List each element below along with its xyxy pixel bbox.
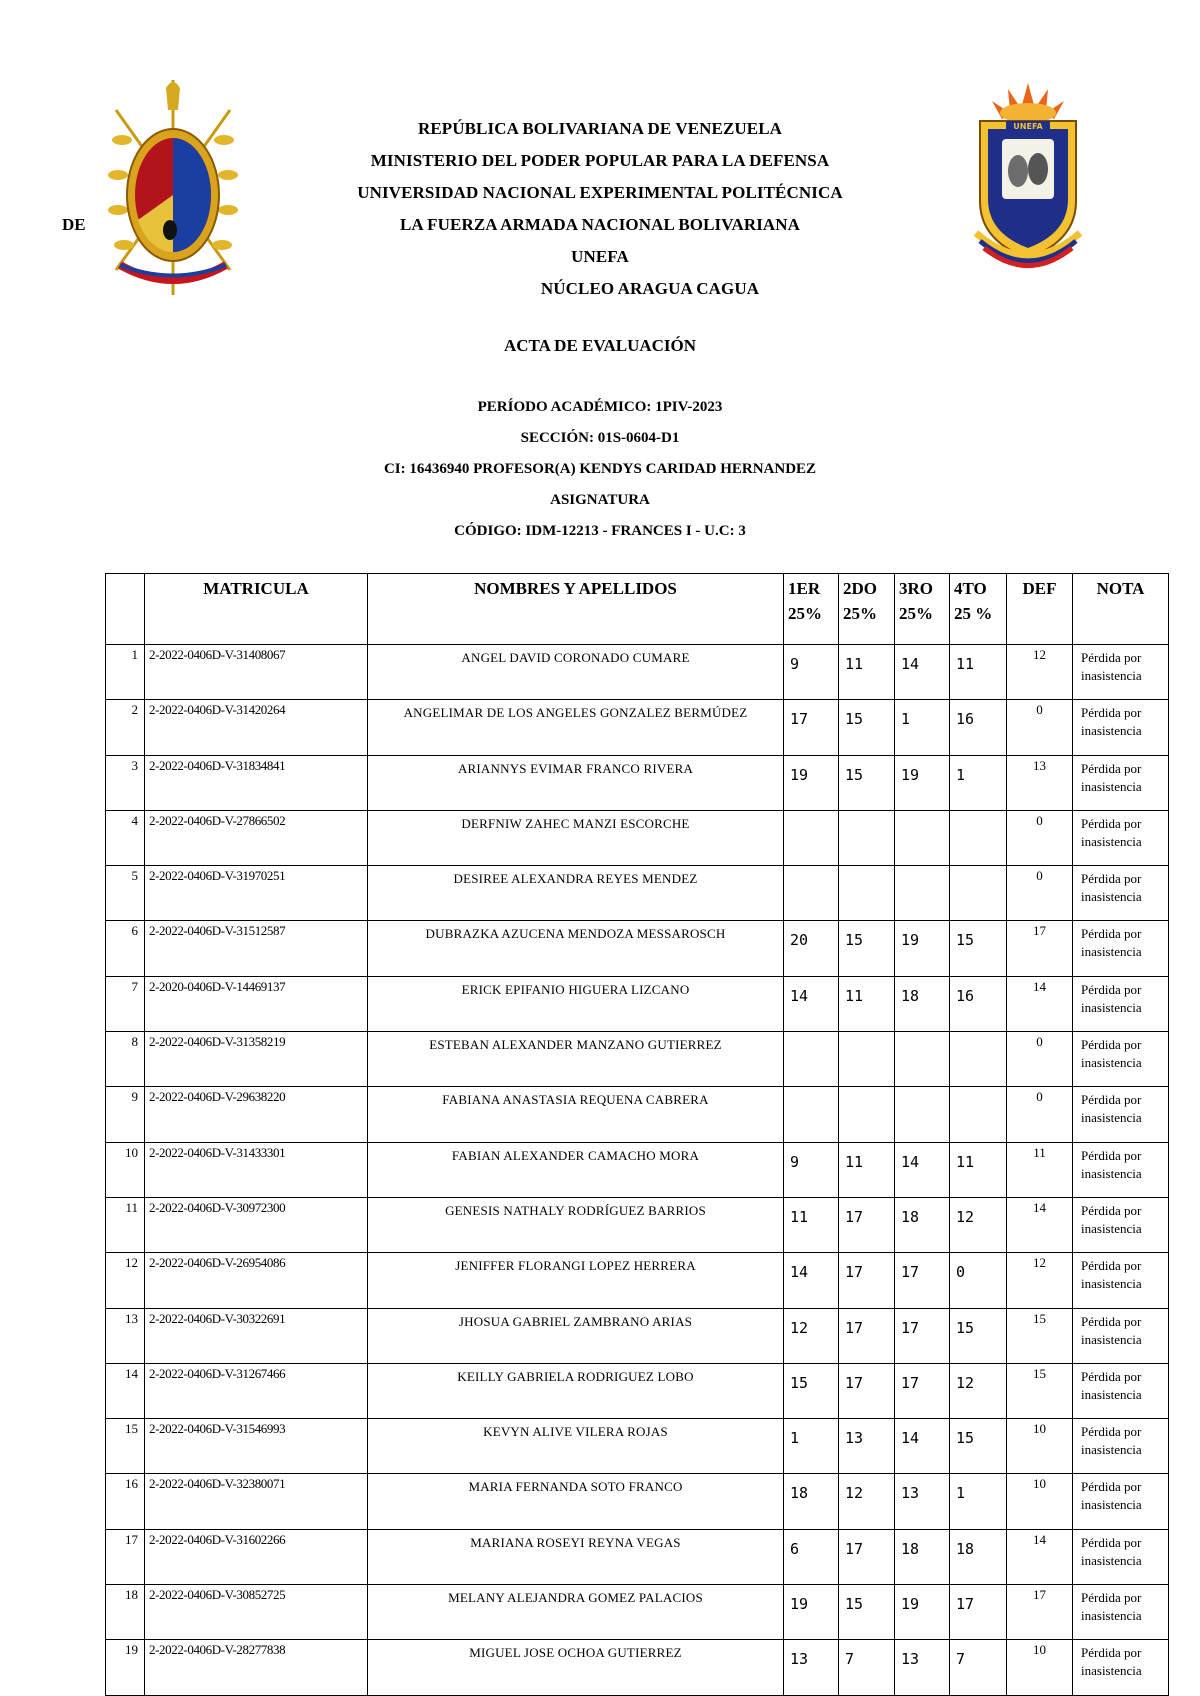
second-25-score: 15: [839, 1585, 895, 1640]
third-25-score: 18: [895, 976, 950, 1031]
fourth-25-score: 16: [950, 976, 1007, 1031]
student-name-cell: JENIFFER FLORANGI LOPEZ HERRERA: [368, 1253, 784, 1308]
student-name-cell: GENESIS NATHALY RODRÍGUEZ BARRIOS: [368, 1197, 784, 1252]
row-number: 2: [106, 700, 145, 755]
fourth-25-score: [950, 810, 1007, 865]
note-cell: Pérdida por inasistencia: [1073, 755, 1169, 810]
third-25-score: 14: [895, 645, 950, 700]
first-25-score: 19: [784, 755, 839, 810]
student-name-cell: DUBRAZKA AZUCENA MENDOZA MESSAROSCH: [368, 921, 784, 976]
table-row: [106, 1419, 1169, 1474]
institution-header: [300, 117, 900, 309]
row-number: 1: [106, 645, 145, 700]
note-cell: Pérdida por inasistencia: [1073, 976, 1169, 1031]
final-grade-cell: 13: [1007, 755, 1073, 810]
second-25-score: 11: [839, 976, 895, 1031]
header-nombres: NOMBRES Y APELLIDOS: [368, 574, 784, 645]
document-title: ACTA DE EVALUACIÓN: [503, 336, 697, 355]
third-25-score: 14: [895, 1419, 950, 1474]
table-header-row: [106, 574, 1169, 645]
table-row: [106, 1640, 1169, 1695]
first-25-score: 9: [784, 645, 839, 700]
fourth-25-score: 0: [950, 1253, 1007, 1308]
student-name-cell: MIGUEL JOSE OCHOA GUTIERREZ: [368, 1640, 784, 1695]
third-25-score: [895, 1087, 950, 1142]
header-first-25: 1ER 25%: [784, 574, 839, 645]
note-cell: Pérdida por inasistencia: [1073, 866, 1169, 921]
grades-table: [105, 573, 1169, 1696]
final-grade-cell: 17: [1007, 1585, 1073, 1640]
matricula-cell: 2-2022-0406D-V-27866502: [145, 810, 368, 865]
final-grade-cell: 0: [1007, 1087, 1073, 1142]
student-name-cell: ARIANNYS EVIMAR FRANCO RIVERA: [368, 755, 784, 810]
final-grade-cell: 11: [1007, 1142, 1073, 1197]
row-number: 17: [106, 1529, 145, 1584]
second-25-score: 7: [839, 1640, 895, 1695]
final-grade-cell: 12: [1007, 1253, 1073, 1308]
table-row: [106, 866, 1169, 921]
final-grade-cell: 10: [1007, 1640, 1073, 1695]
header-line-republic: REPÚBLICA BOLIVARIANA DE VENEZUELA: [417, 119, 783, 138]
row-number: 9: [106, 1087, 145, 1142]
first-25-score: 14: [784, 1253, 839, 1308]
matricula-cell: 2-2022-0406D-V-31546993: [145, 1419, 368, 1474]
table-row: [106, 1253, 1169, 1308]
matricula-cell: 2-2022-0406D-V-30322691: [145, 1308, 368, 1363]
header-def: DEF: [1007, 574, 1073, 645]
unefa-shield-logo: [972, 83, 1084, 273]
first-25-score: 9: [784, 1142, 839, 1197]
note-cell: Pérdida por inasistencia: [1073, 1640, 1169, 1695]
student-name-cell: FABIANA ANASTASIA REQUENA CABRERA: [368, 1087, 784, 1142]
second-25-score: 15: [839, 700, 895, 755]
header-fourth-25: 4TO 25 %: [950, 574, 1007, 645]
note-cell: Pérdida por inasistencia: [1073, 921, 1169, 976]
table-row: [106, 1032, 1169, 1087]
academic-period: PERÍODO ACADÉMICO: 1PIV-2023: [477, 399, 723, 415]
student-name-cell: JHOSUA GABRIEL ZAMBRANO ARIAS: [368, 1308, 784, 1363]
first-25-score: 13: [784, 1640, 839, 1695]
note-cell: Pérdida por inasistencia: [1073, 810, 1169, 865]
final-grade-cell: 10: [1007, 1474, 1073, 1529]
third-25-score: 19: [895, 1585, 950, 1640]
matricula-cell: 2-2022-0406D-V-30852725: [145, 1585, 368, 1640]
professor-info: CI: 16436940 PROFESOR(A) KENDYS CARIDAD HERNANDEZ: [383, 461, 817, 477]
student-name-cell: ANGEL DAVID CORONADO CUMARE: [368, 645, 784, 700]
matricula-cell: 2-2022-0406D-V-31602266: [145, 1529, 368, 1584]
table-row: [106, 645, 1169, 700]
note-cell: Pérdida por inasistencia: [1073, 1419, 1169, 1474]
final-grade-cell: 17: [1007, 921, 1073, 976]
course-metadata: [250, 395, 950, 550]
note-cell: Pérdida por inasistencia: [1073, 700, 1169, 755]
student-name-cell: DERFNIW ZAHEC MANZI ESCORCHE: [368, 810, 784, 865]
second-25-score: 17: [839, 1308, 895, 1363]
table-row: [106, 976, 1169, 1031]
fourth-25-score: 18: [950, 1529, 1007, 1584]
first-25-score: 12: [784, 1308, 839, 1363]
third-25-score: 19: [895, 755, 950, 810]
row-number: 14: [106, 1363, 145, 1418]
first-25-score: [784, 1032, 839, 1087]
row-number: 4: [106, 810, 145, 865]
row-number: 19: [106, 1640, 145, 1695]
fourth-25-score: 16: [950, 700, 1007, 755]
third-25-score: 13: [895, 1640, 950, 1695]
row-number: 15: [106, 1419, 145, 1474]
note-cell: Pérdida por inasistencia: [1073, 645, 1169, 700]
header-third-25: 3RO 25%: [895, 574, 950, 645]
final-grade-cell: 14: [1007, 1197, 1073, 1252]
table-row: [106, 1087, 1169, 1142]
third-25-score: 1: [895, 700, 950, 755]
note-cell: Pérdida por inasistencia: [1073, 1363, 1169, 1418]
table-row: [106, 1585, 1169, 1640]
note-cell: Pérdida por inasistencia: [1073, 1087, 1169, 1142]
header-second-25: 2DO 25%: [839, 574, 895, 645]
student-name-cell: ERICK EPIFANIO HIGUERA LIZCANO: [368, 976, 784, 1031]
fourth-25-score: 7: [950, 1640, 1007, 1695]
table-row: [106, 1529, 1169, 1584]
table-row: [106, 1142, 1169, 1197]
first-25-score: 17: [784, 700, 839, 755]
final-grade-cell: 12: [1007, 645, 1073, 700]
fourth-25-score: 1: [950, 1474, 1007, 1529]
student-name-cell: DESIREE ALEXANDRA REYES MENDEZ: [368, 866, 784, 921]
third-25-score: [895, 810, 950, 865]
first-25-score: 1: [784, 1419, 839, 1474]
second-25-score: 11: [839, 645, 895, 700]
header-line-ministry: MINISTERIO DEL PODER POPULAR PARA LA DEFENSA: [370, 151, 830, 170]
second-25-score: 11: [839, 1142, 895, 1197]
second-25-score: 17: [839, 1363, 895, 1418]
fourth-25-score: 15: [950, 921, 1007, 976]
third-25-score: 13: [895, 1474, 950, 1529]
header-line-unefa: UNEFA: [571, 247, 629, 266]
final-grade-cell: 14: [1007, 976, 1073, 1031]
second-25-score: [839, 810, 895, 865]
matricula-cell: 2-2020-0406D-V-14469137: [145, 976, 368, 1031]
third-25-score: [895, 1032, 950, 1087]
student-name-cell: ANGELIMAR DE LOS ANGELES GONZALEZ BERMÚDEZ: [368, 700, 784, 755]
matricula-cell: 2-2022-0406D-V-30972300: [145, 1197, 368, 1252]
first-25-score: [784, 810, 839, 865]
fourth-25-score: 12: [950, 1197, 1007, 1252]
shield-label: UNEFA: [1013, 122, 1043, 131]
matricula-cell: 2-2022-0406D-V-29638220: [145, 1087, 368, 1142]
third-25-score: 17: [895, 1253, 950, 1308]
first-25-score: 20: [784, 921, 839, 976]
table-row: [106, 755, 1169, 810]
second-25-score: 13: [839, 1419, 895, 1474]
row-number: 18: [106, 1585, 145, 1640]
third-25-score: 18: [895, 1529, 950, 1584]
second-25-score: [839, 1032, 895, 1087]
note-cell: Pérdida por inasistencia: [1073, 1585, 1169, 1640]
matricula-cell: 2-2022-0406D-V-31420264: [145, 700, 368, 755]
matricula-cell: 2-2022-0406D-V-31970251: [145, 866, 368, 921]
student-name-cell: MARIANA ROSEYI REYNA VEGAS: [368, 1529, 784, 1584]
matricula-cell: 2-2022-0406D-V-31512587: [145, 921, 368, 976]
second-25-score: 17: [839, 1529, 895, 1584]
matricula-cell: 2-2022-0406D-V-31267466: [145, 1363, 368, 1418]
header-line-nucleo: NÚCLEO ARAGUA CAGUA: [540, 279, 760, 298]
row-number: 6: [106, 921, 145, 976]
header-num: [106, 574, 145, 645]
matricula-cell: 2-2022-0406D-V-31408067: [145, 645, 368, 700]
first-25-score: [784, 866, 839, 921]
row-number: 16: [106, 1474, 145, 1529]
fourth-25-score: 15: [950, 1419, 1007, 1474]
fourth-25-score: 11: [950, 645, 1007, 700]
note-cell: Pérdida por inasistencia: [1073, 1032, 1169, 1087]
de-label: DE: [62, 215, 86, 234]
third-25-score: 17: [895, 1308, 950, 1363]
second-25-score: 15: [839, 755, 895, 810]
note-cell: Pérdida por inasistencia: [1073, 1197, 1169, 1252]
third-25-score: 18: [895, 1197, 950, 1252]
first-25-score: 18: [784, 1474, 839, 1529]
student-name-cell: KEILLY GABRIELA RODRIGUEZ LOBO: [368, 1363, 784, 1418]
student-name-cell: MELANY ALEJANDRA GOMEZ PALACIOS: [368, 1585, 784, 1640]
first-25-score: 15: [784, 1363, 839, 1418]
table-row: [106, 810, 1169, 865]
note-cell: Pérdida por inasistencia: [1073, 1142, 1169, 1197]
matricula-cell: 2-2022-0406D-V-26954086: [145, 1253, 368, 1308]
note-cell: Pérdida por inasistencia: [1073, 1308, 1169, 1363]
note-cell: Pérdida por inasistencia: [1073, 1474, 1169, 1529]
subject-label: ASIGNATURA: [550, 492, 650, 508]
student-name-cell: ESTEBAN ALEXANDER MANZANO GUTIERREZ: [368, 1032, 784, 1087]
header-line-university: UNIVERSIDAD NACIONAL EXPERIMENTAL POLITÉCNICA: [357, 183, 843, 202]
note-cell: Pérdida por inasistencia: [1073, 1529, 1169, 1584]
final-grade-cell: 0: [1007, 866, 1073, 921]
matricula-cell: 2-2022-0406D-V-31433301: [145, 1142, 368, 1197]
fourth-25-score: 11: [950, 1142, 1007, 1197]
row-number: 8: [106, 1032, 145, 1087]
fourth-25-score: [950, 1087, 1007, 1142]
table-row: [106, 1474, 1169, 1529]
section-code: SECCIÓN: 01S-0604-D1: [520, 430, 680, 446]
row-number: 5: [106, 866, 145, 921]
row-number: 7: [106, 976, 145, 1031]
grades-table-body: [106, 645, 1169, 1696]
note-cell: Pérdida por inasistencia: [1073, 1253, 1169, 1308]
third-25-score: 19: [895, 921, 950, 976]
third-25-score: 14: [895, 1142, 950, 1197]
row-number: 11: [106, 1197, 145, 1252]
second-25-score: [839, 866, 895, 921]
course-code: CÓDIGO: IDM-12213 - FRANCES I - U.C: 3: [454, 523, 746, 539]
first-25-score: 14: [784, 976, 839, 1031]
third-25-score: 17: [895, 1363, 950, 1418]
row-number: 13: [106, 1308, 145, 1363]
table-row: [106, 921, 1169, 976]
final-grade-cell: 0: [1007, 700, 1073, 755]
fourth-25-score: 17: [950, 1585, 1007, 1640]
first-25-score: 6: [784, 1529, 839, 1584]
final-grade-cell: 15: [1007, 1363, 1073, 1418]
student-name-cell: FABIAN ALEXANDER CAMACHO MORA: [368, 1142, 784, 1197]
matricula-cell: 2-2022-0406D-V-31358219: [145, 1032, 368, 1087]
table-row: [106, 1308, 1169, 1363]
table-row: [106, 1363, 1169, 1418]
second-25-score: 17: [839, 1197, 895, 1252]
first-25-score: 19: [784, 1585, 839, 1640]
third-25-score: [895, 866, 950, 921]
table-row: [106, 700, 1169, 755]
coat-of-arms-logo: [108, 80, 238, 295]
second-25-score: 12: [839, 1474, 895, 1529]
header-nota: NOTA: [1073, 574, 1169, 645]
student-name-cell: MARIA FERNANDA SOTO FRANCO: [368, 1474, 784, 1529]
table-row: [106, 1197, 1169, 1252]
final-grade-cell: 0: [1007, 810, 1073, 865]
fourth-25-score: 1: [950, 755, 1007, 810]
fourth-25-score: [950, 1032, 1007, 1087]
first-25-score: 11: [784, 1197, 839, 1252]
header-matricula: MATRICULA: [145, 574, 368, 645]
final-grade-cell: 14: [1007, 1529, 1073, 1584]
row-number: 10: [106, 1142, 145, 1197]
fourth-25-score: 15: [950, 1308, 1007, 1363]
second-25-score: [839, 1087, 895, 1142]
row-number: 12: [106, 1253, 145, 1308]
row-number: 3: [106, 755, 145, 810]
second-25-score: 15: [839, 921, 895, 976]
second-25-score: 17: [839, 1253, 895, 1308]
final-grade-cell: 10: [1007, 1419, 1073, 1474]
matricula-cell: 2-2022-0406D-V-28277838: [145, 1640, 368, 1695]
final-grade-cell: 0: [1007, 1032, 1073, 1087]
matricula-cell: 2-2022-0406D-V-32380071: [145, 1474, 368, 1529]
first-25-score: [784, 1087, 839, 1142]
student-name-cell: KEVYN ALIVE VILERA ROJAS: [368, 1419, 784, 1474]
fourth-25-score: [950, 866, 1007, 921]
fourth-25-score: 12: [950, 1363, 1007, 1418]
matricula-cell: 2-2022-0406D-V-31834841: [145, 755, 368, 810]
final-grade-cell: 15: [1007, 1308, 1073, 1363]
header-line-armed-forces: LA FUERZA ARMADA NACIONAL BOLIVARIANA: [399, 215, 801, 234]
